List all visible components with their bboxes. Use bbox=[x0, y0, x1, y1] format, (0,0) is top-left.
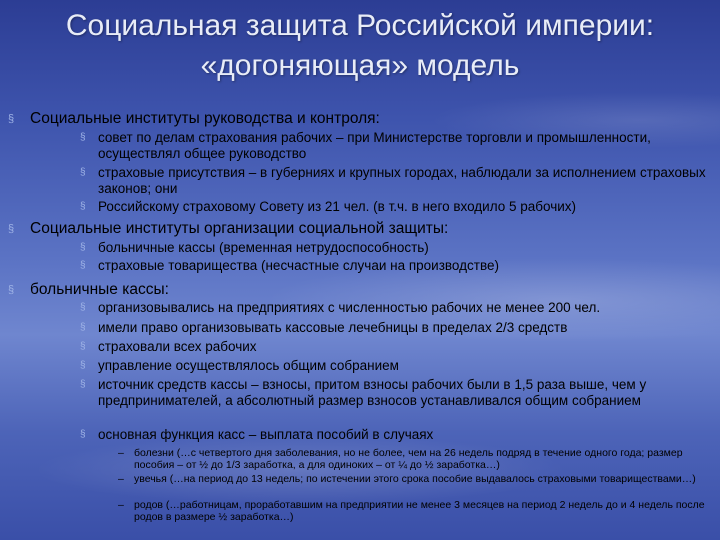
bullet-dash-icon: – bbox=[118, 499, 124, 511]
sub-list-item bbox=[118, 499, 710, 523]
bullet-square-icon: § bbox=[80, 201, 86, 212]
section-heading-text: Социальные институты организации социальной защиты: bbox=[30, 220, 449, 237]
bullet-square-icon: § bbox=[80, 322, 86, 333]
sub-list-item-text: болезни (…с четвертого дня заболевания, но не более, чем на 26 недель подряд в течение одного года; размер пособия – от ½ до 1/3 заработка, а для одиноких – от ¼ до ½ заработка…) bbox=[134, 447, 683, 471]
list-item-text: организовывались на предприятиях с численностью рабочих не менее 200 чел. bbox=[98, 300, 601, 315]
bullet-square-icon: § bbox=[8, 113, 15, 125]
bullet-square-icon: § bbox=[8, 284, 15, 296]
list-item bbox=[80, 427, 710, 443]
sub-list-item bbox=[118, 473, 710, 485]
list-item-text: Российскому страховому Совету из 21 чел. (в т.ч. в него входило 5 рабочих) bbox=[98, 199, 577, 214]
section-heading-text: Социальные институты руководства и контроля: bbox=[30, 110, 380, 127]
section-heading-guidance bbox=[8, 110, 708, 128]
section-heading-organization bbox=[8, 220, 708, 238]
list-item bbox=[80, 199, 710, 215]
list-item bbox=[80, 339, 710, 355]
bullet-square-icon: § bbox=[80, 341, 86, 352]
title-line-1: Социальная защита Российской империи: bbox=[65, 9, 655, 42]
bullet-square-icon: § bbox=[80, 429, 86, 440]
list-item-text: источник средств кассы – взносы, притом взносы рабочих были в 1,5 раза выше, чем у предпринимателей, а абсолютный размер взносов устанавливался общим собранием bbox=[98, 377, 647, 408]
list-item bbox=[80, 377, 710, 409]
list-item bbox=[80, 258, 710, 274]
bullet-dash-icon: – bbox=[118, 447, 124, 459]
list-item-text: страховали всех рабочих bbox=[98, 339, 257, 354]
sub-list-item-text: увечья (…на период до 13 недель; по истечении этого срока пособие выдавалось страховыми товариществами…) bbox=[134, 473, 696, 485]
section-heading-text: больничные кассы: bbox=[30, 281, 169, 298]
list-item-text: основная функция касс – выплата пособий в случаях bbox=[98, 427, 434, 442]
list-item-text: совет по делам страхования рабочих – при Министерстве торговли и промышленности, осуществлял общее руководство bbox=[98, 130, 651, 161]
list-item-text: страховые присутствия – в губерниях и крупных городах, наблюдали за исполнением страховых законов; они bbox=[98, 165, 706, 196]
bullet-dash-icon: – bbox=[118, 473, 124, 485]
list-item-text: управление осуществлялось общим собранием bbox=[98, 358, 399, 373]
bullet-square-icon: § bbox=[80, 302, 86, 313]
list-item bbox=[80, 320, 710, 336]
bullet-square-icon: § bbox=[8, 223, 15, 235]
list-item bbox=[80, 358, 710, 374]
title-line-2: «догоняющая» модель bbox=[200, 49, 520, 82]
sub-list-item bbox=[118, 447, 710, 471]
bullet-square-icon: § bbox=[80, 260, 86, 271]
list-item bbox=[80, 165, 710, 197]
sub-list-item-text: родов (…работницам, проработавшим на предприятии не менее 3 месяцев на период 2 недель до и 4 недель после родов в размере ½ заработка…) bbox=[134, 499, 705, 523]
bullet-square-icon: § bbox=[80, 360, 86, 371]
bullet-square-icon: § bbox=[80, 242, 86, 253]
list-item bbox=[80, 300, 710, 316]
bullet-square-icon: § bbox=[80, 167, 86, 178]
list-item-text: страховые товарищества (несчастные случаи на производстве) bbox=[98, 258, 499, 273]
list-item-text: имели право организовывать кассовые лечебницы в пределах 2/3 средств bbox=[98, 320, 568, 335]
bullet-square-icon: § bbox=[80, 132, 86, 143]
bullet-square-icon: § bbox=[80, 379, 86, 390]
list-item bbox=[80, 240, 710, 256]
list-item-text: больничные кассы (временная нетрудоспособность) bbox=[98, 240, 429, 255]
list-item bbox=[80, 130, 710, 162]
section-heading-sick-funds bbox=[8, 281, 708, 299]
